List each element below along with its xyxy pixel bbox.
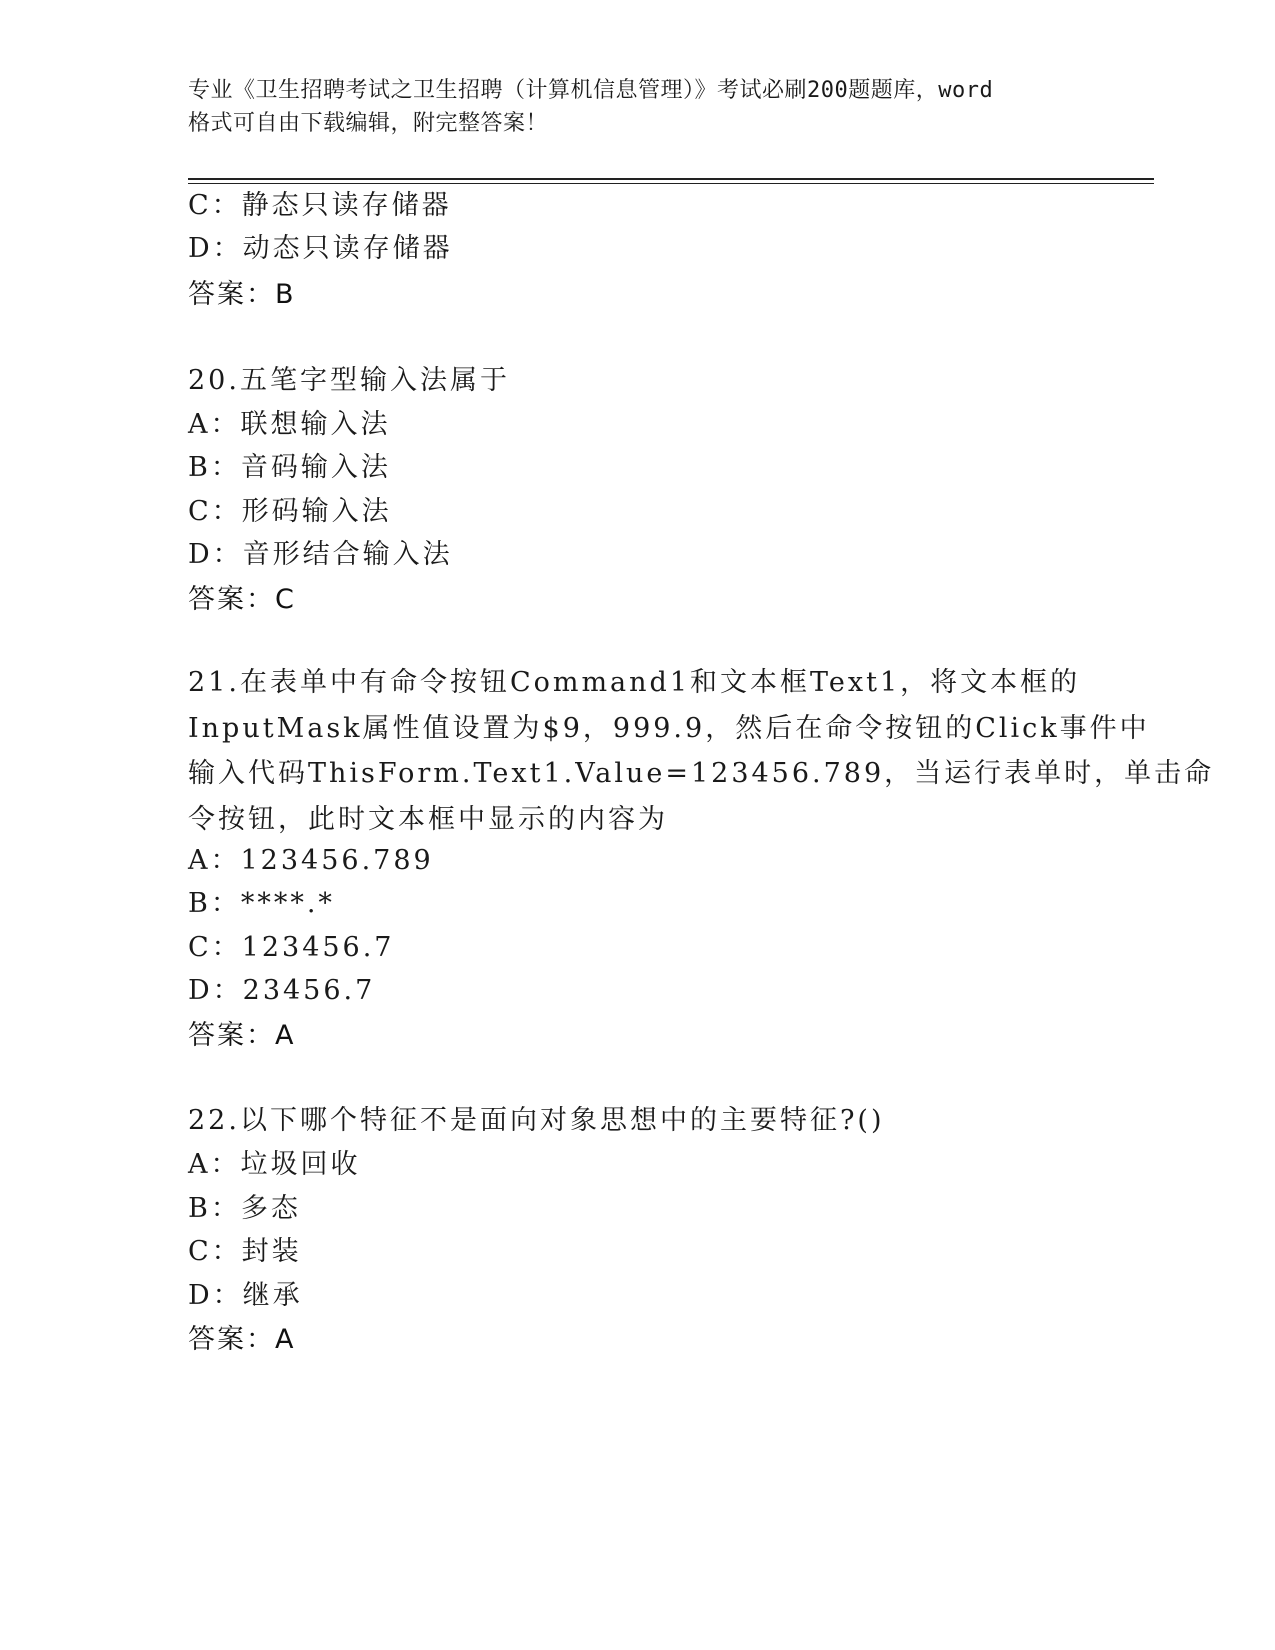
header-line-1: 专业《卫生招聘考试之卫生招聘（计算机信息管理）》考试必刷200题题库，word <box>188 78 994 103</box>
option-c: C：静态只读存储器 <box>188 190 452 221</box>
question-21-answer: 答案：A <box>188 1020 296 1051</box>
question-21-option-c: C：123456.7 <box>188 932 395 963</box>
question-20-option-b: B：音码输入法 <box>188 452 391 483</box>
question-20-option-c: C：形码输入法 <box>188 496 392 527</box>
header-divider-thick <box>188 178 1154 180</box>
question-22-option-d: D：继承 <box>188 1280 303 1311</box>
question-21-option-d: D：23456.7 <box>188 975 376 1006</box>
header-line-2: 格式可自由下载编辑，附完整答案！ <box>188 111 549 136</box>
question-21-stem-line-1: 21.在表单中有命令按钮Command1和文本框Text1，将文本框的 <box>188 667 1081 698</box>
question-20-stem: 20.五笔字型输入法属于 <box>188 365 510 396</box>
question-22-answer: 答案：A <box>188 1324 296 1355</box>
option-d: D：动态只读存储器 <box>188 233 453 264</box>
question-21-option-b: B：****.* <box>188 888 335 919</box>
document-header <box>188 74 1088 140</box>
question-20-option-a: A：联想输入法 <box>188 409 391 440</box>
answer-line: 答案：B <box>188 279 296 310</box>
question-21-stem <box>188 660 1215 842</box>
question-20-option-d: D：音形结合输入法 <box>188 539 453 570</box>
question-22-option-a: A：垃圾回收 <box>188 1149 361 1180</box>
question-22-option-c: C：封装 <box>188 1236 302 1267</box>
question-22-option-b: B：多态 <box>188 1193 301 1224</box>
question-22-stem: 22.以下哪个特征不是面向对象思想中的主要特征?() <box>188 1105 885 1136</box>
question-21-option-a: A：123456.789 <box>188 845 434 876</box>
question-21-stem-line-2: InputMask属性值设置为$9，999.9，然后在命令按钮的Click事件中 <box>188 712 1150 744</box>
question-20-answer: 答案：C <box>188 584 296 615</box>
question-21-stem-line-3: 输入代码ThisForm.Text1.Value=123456.789，当运行表单时，单击命 <box>188 758 1215 789</box>
question-21-stem-line-4: 令按钮，此时文本框中显示的内容为 <box>188 803 668 835</box>
